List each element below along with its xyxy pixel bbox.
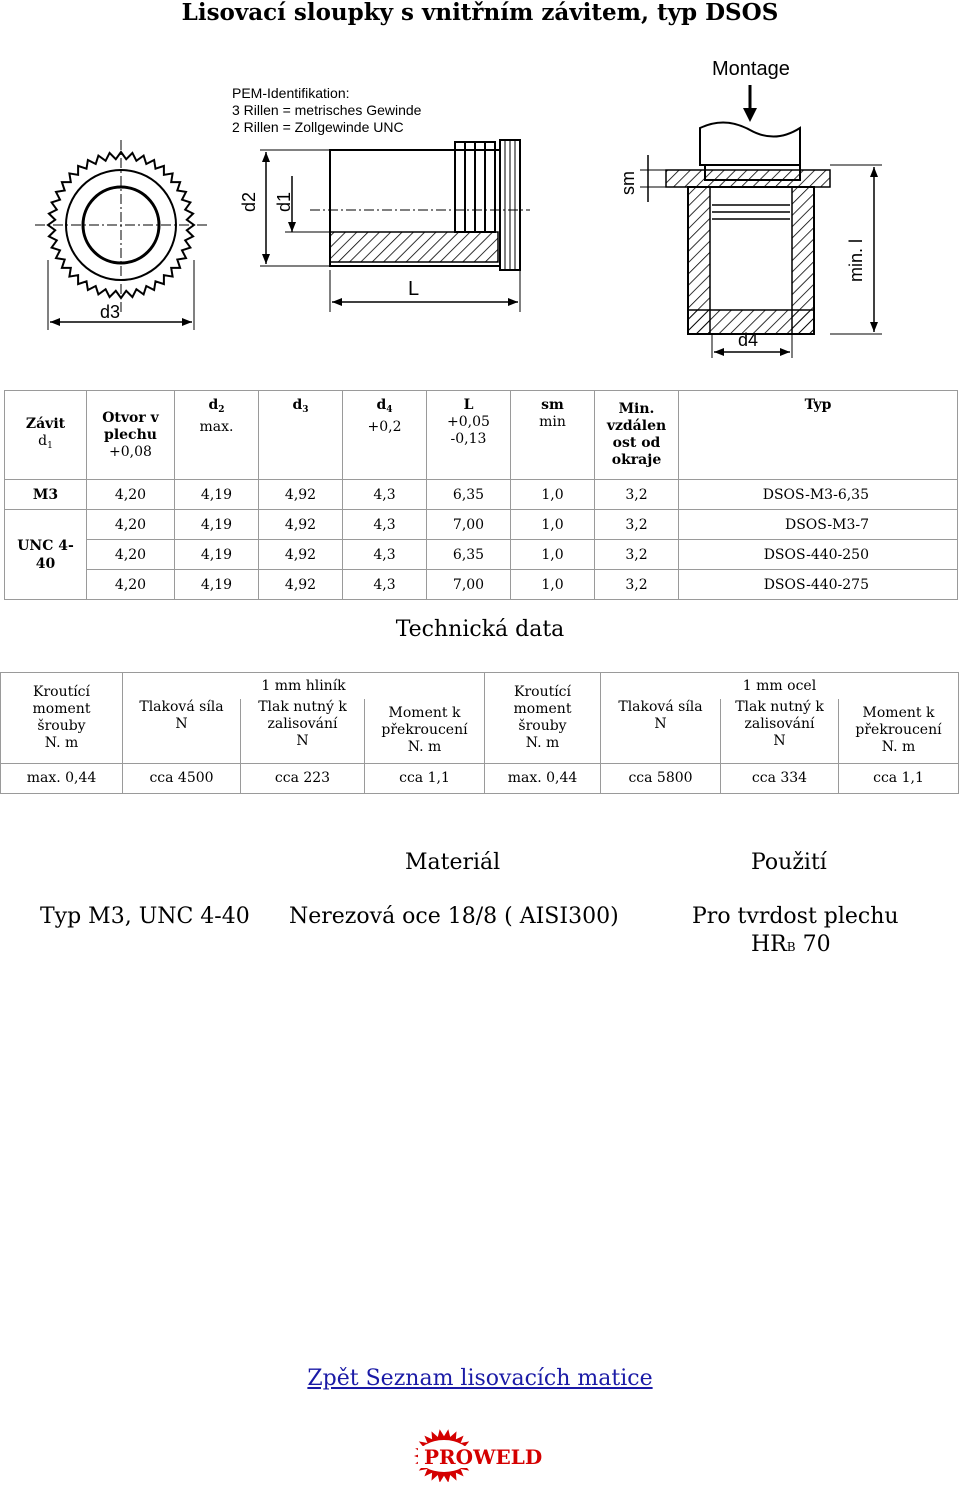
cell: 4,20: [87, 480, 175, 510]
cell: 4,20: [87, 540, 175, 570]
montage-label: Montage: [712, 58, 790, 80]
cell: 4,92: [259, 480, 343, 510]
table-row: [5, 540, 958, 570]
cell: 3,2: [595, 480, 679, 510]
use-value-1: Pro tvrdost plechu: [692, 904, 899, 929]
cell: 7,00: [427, 510, 511, 540]
material-header: Materiál: [405, 850, 501, 875]
side-view: [239, 140, 530, 312]
hdr-krout-al: Kroutící moment šrouby N. m: [1, 673, 123, 764]
minl-label: min. l: [846, 238, 866, 282]
L-label: L: [408, 278, 420, 300]
cell: 4,19: [175, 570, 259, 600]
pem-line-2: 2 Rillen = Zollgewinde UNC: [232, 119, 404, 135]
logo-text: PROWELD: [424, 1445, 543, 1469]
cell: 6,35: [427, 540, 511, 570]
hdr-zal-al: Tlak nutný k zalisování N: [241, 699, 365, 763]
table-row: [5, 480, 958, 510]
hdr-min-vzdalenost: Min. vzdálen ost od okraje: [595, 391, 679, 480]
hdr-zal-steel: Tlak nutný k zalisování N: [721, 699, 839, 763]
cell: 4,19: [175, 540, 259, 570]
material-value: Nerezová oce 18/8 ( AISI300): [289, 904, 619, 929]
cell: max. 0,44: [1, 763, 123, 793]
table-row: [5, 510, 958, 540]
cell-typ: DSOS-M3-7: [679, 510, 958, 540]
cell: 3,2: [595, 570, 679, 600]
cell: 4,19: [175, 480, 259, 510]
hdr-tlak-steel: Tlaková síla N: [601, 699, 721, 763]
tech-group-row: [1, 673, 959, 700]
cell: 4,3: [343, 480, 427, 510]
d2-label: d2: [239, 191, 259, 212]
hdr-sm: sm min: [511, 391, 595, 480]
tech-values-row: [1, 763, 959, 793]
sm-label: sm: [618, 171, 638, 195]
cell: cca 5800: [601, 763, 721, 793]
hdr-krout-steel: Kroutící moment šrouby N. m: [485, 673, 601, 764]
cell-typ: DSOS-M3-6,35: [679, 480, 958, 510]
cell: 1,0: [511, 570, 595, 600]
page-title: Lisovací sloupky s vnitřním závitem, typ DSOS: [181, 0, 779, 26]
tech-table: [0, 672, 959, 794]
use-header: Použití: [751, 850, 827, 875]
pem-line-1: 3 Rillen = metrisches Gewinde: [232, 102, 422, 118]
cell: max. 0,44: [485, 763, 601, 793]
cell-typ: DSOS-440-275: [679, 570, 958, 600]
hdr-d3: $d_3$: [259, 391, 343, 480]
cell: 4,92: [259, 510, 343, 540]
cell: 3,2: [595, 510, 679, 540]
d4-label: d4: [738, 330, 759, 350]
cell: 6,35: [427, 480, 511, 510]
hdr-otvor: Otvor v plechu +0,08: [87, 391, 175, 480]
cell: cca 1,1: [839, 763, 959, 793]
hdr-d2: $d_2$ max.: [175, 391, 259, 480]
cell-typ: DSOS-440-250: [679, 540, 958, 570]
back-link[interactable]: Zpět Seznam lisovacích matice: [307, 1366, 653, 1391]
spec-header-row: [5, 391, 958, 480]
al-group: 1 mm hliník: [123, 673, 485, 700]
proweld-logo: [400, 1426, 560, 1482]
cell: 1,0: [511, 480, 595, 510]
technical-drawing: [0, 40, 960, 370]
cell: 4,3: [343, 570, 427, 600]
hdr-typ: Typ: [679, 391, 958, 480]
d3-label: d3: [100, 302, 121, 322]
cell: 1,0: [511, 510, 595, 540]
d1-label: d1: [274, 191, 294, 212]
table-row: [5, 570, 958, 600]
hdr-mom-steel: Moment k překroucení N. m: [839, 699, 959, 763]
pem-identification: [232, 85, 422, 135]
tech-header-row: [1, 699, 959, 763]
cell: cca 334: [721, 763, 839, 793]
knurled-end-view: [35, 140, 207, 330]
cell: 4,3: [343, 540, 427, 570]
cell: 4,92: [259, 540, 343, 570]
cell: cca 223: [241, 763, 365, 793]
material-type: Typ M3, UNC 4-40: [40, 904, 250, 929]
use-value-2: HRB 70: [751, 932, 831, 957]
cell: 4,20: [87, 570, 175, 600]
cell: 4,20: [87, 510, 175, 540]
hdr-L: L +0,05 -0,13: [427, 391, 511, 480]
spec-table: [4, 390, 958, 600]
group-m3: M3: [5, 480, 87, 510]
hdr-zavit: Závit $d_1$: [5, 391, 87, 480]
cell: 1,0: [511, 540, 595, 570]
tech-title: Technická data: [395, 617, 565, 642]
cell: cca 1,1: [365, 763, 485, 793]
pem-title: PEM-Identifikation:: [232, 85, 350, 101]
cell: 4,92: [259, 570, 343, 600]
cell: 3,2: [595, 540, 679, 570]
hdr-d4: $d_4$ +0,2: [343, 391, 427, 480]
hdr-mom-al: Moment k překroucení N. m: [365, 699, 485, 763]
hdr-tlak-al: Tlaková síla N: [123, 699, 241, 763]
montage-view: [618, 58, 882, 358]
cell: 7,00: [427, 570, 511, 600]
cell: cca 4500: [123, 763, 241, 793]
group-unc: UNC 4- 40: [5, 510, 87, 600]
steel-group: 1 mm ocel: [601, 673, 959, 700]
cell: 4,3: [343, 510, 427, 540]
cell: 4,19: [175, 510, 259, 540]
